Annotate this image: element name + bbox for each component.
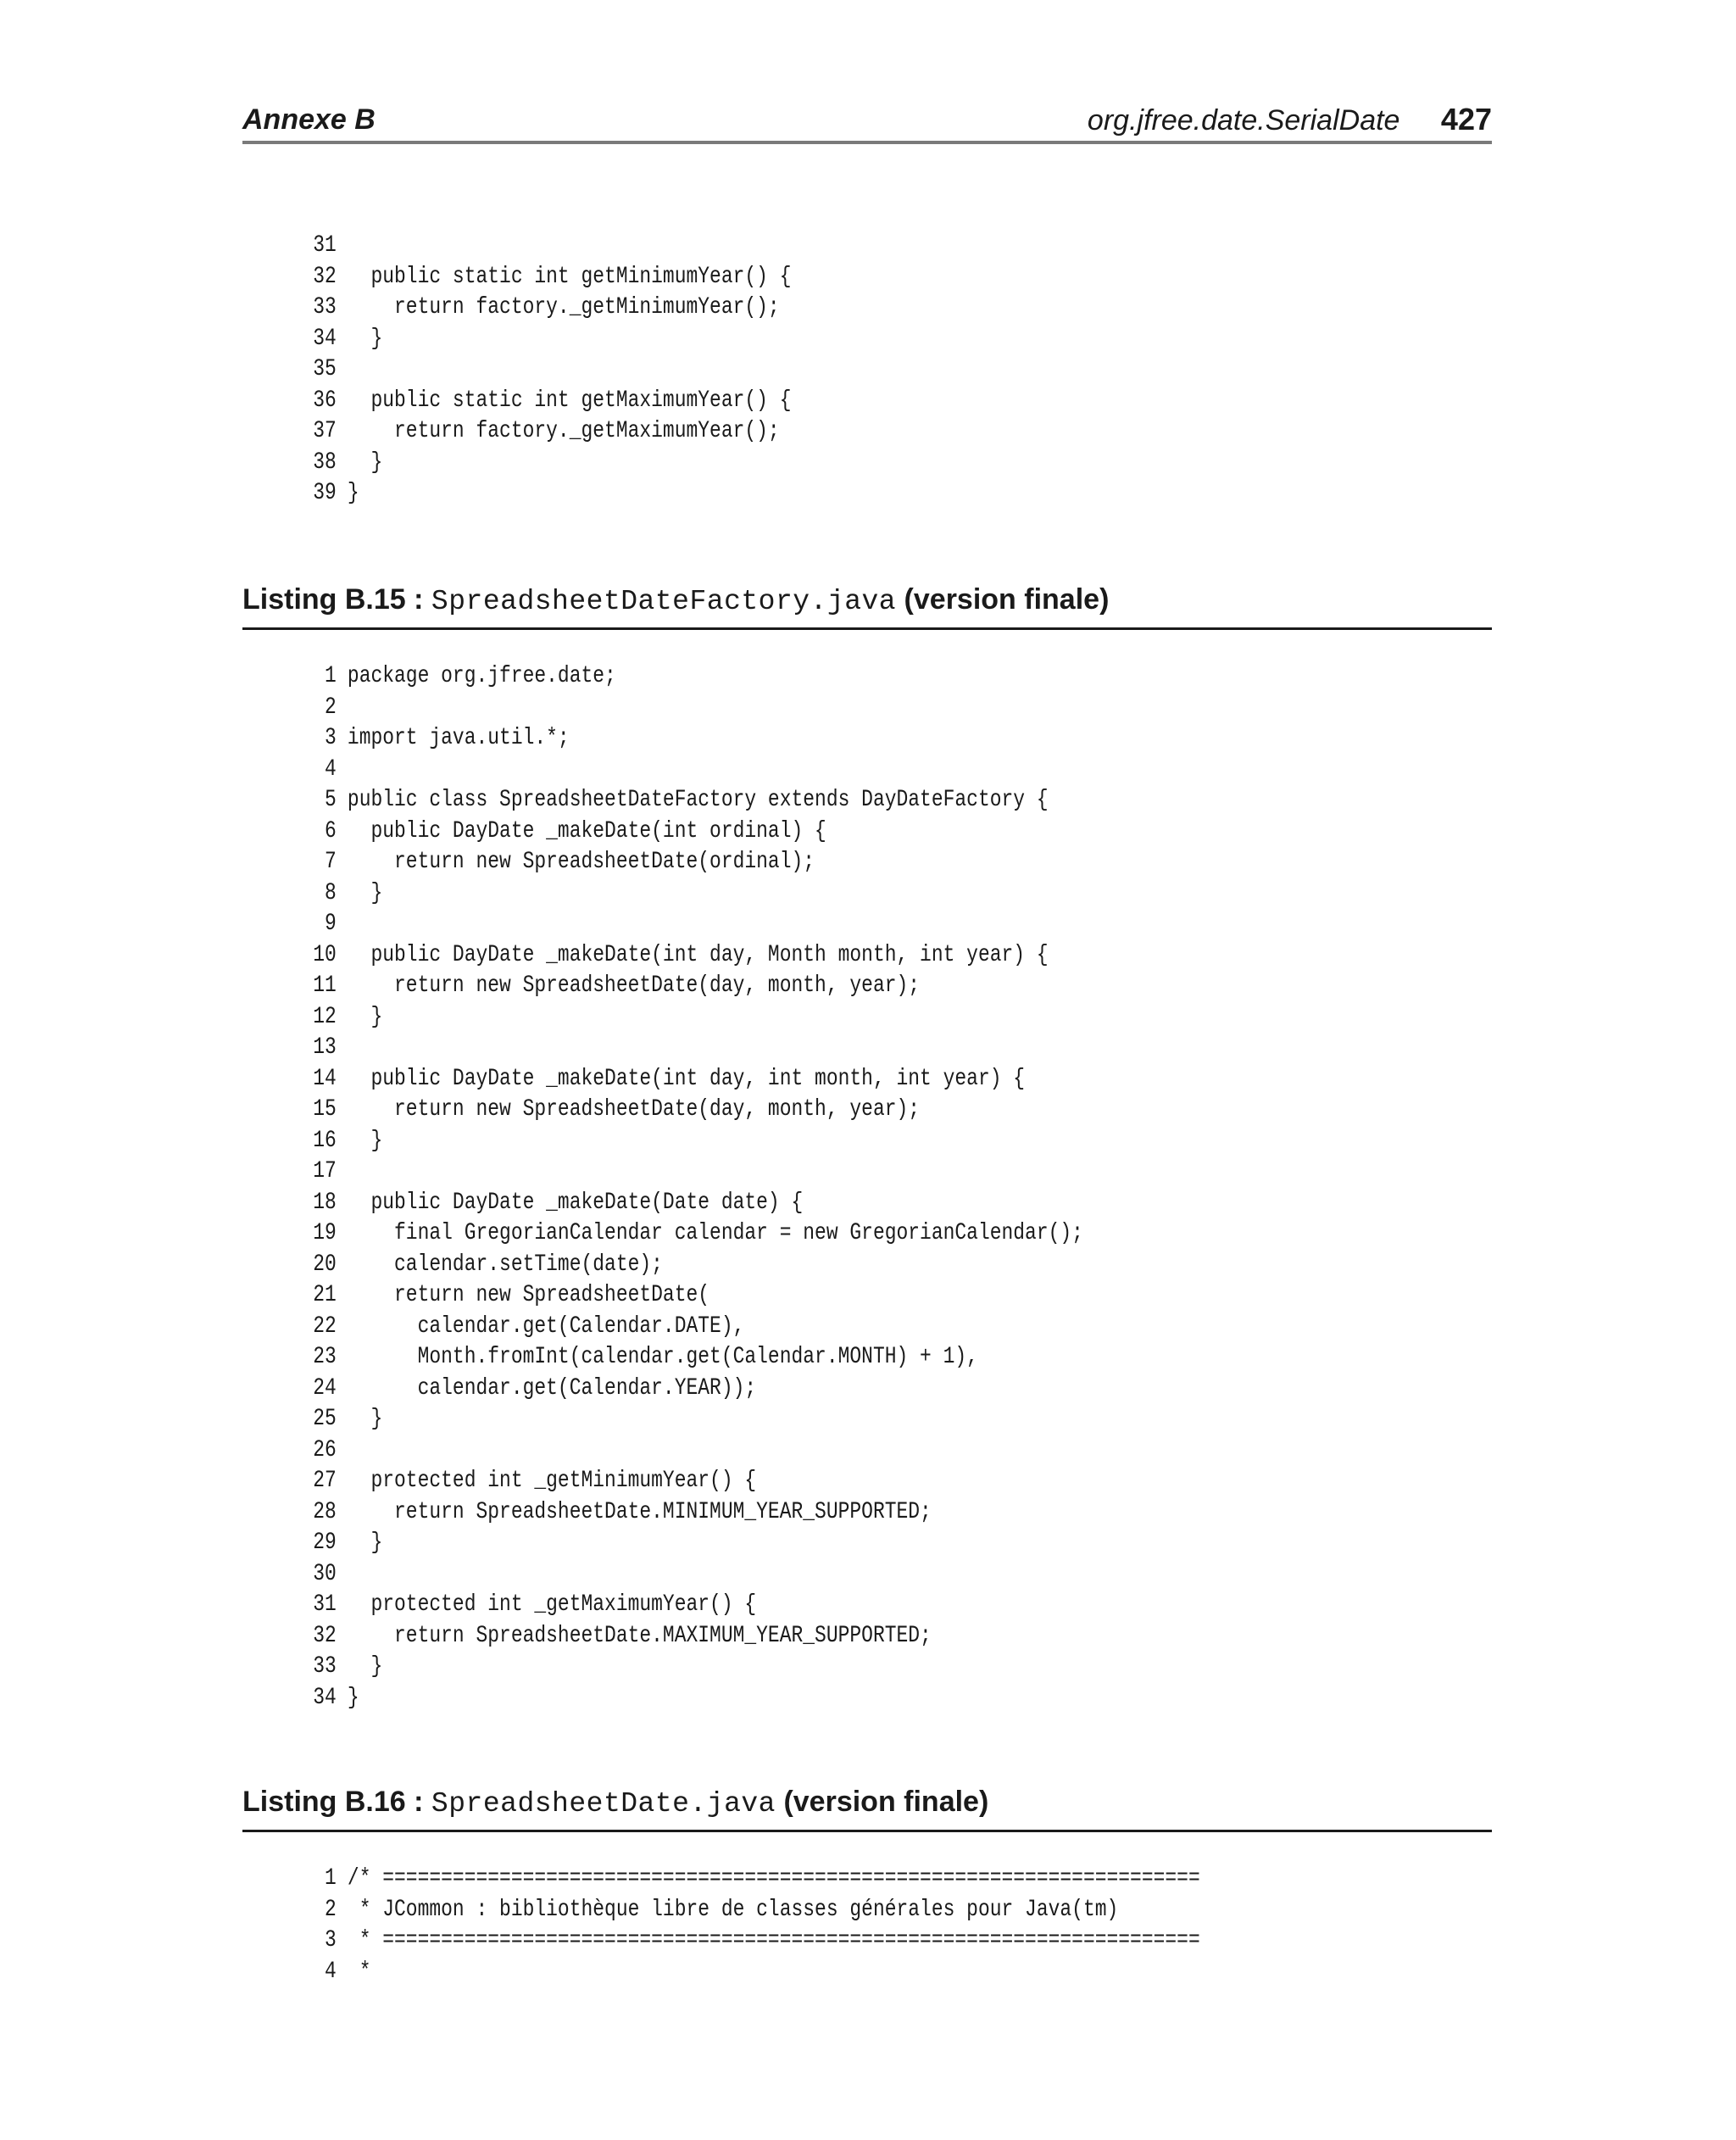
code-line (309, 940, 1282, 972)
code-text: public static int getMinimumYear() { (347, 263, 792, 290)
line-number: 18 (313, 1189, 337, 1216)
code-line (309, 386, 1282, 417)
code-line (309, 1312, 1282, 1343)
line-number: 8 (325, 879, 337, 906)
code-line (309, 1374, 1282, 1405)
line-number: 25 (313, 1406, 337, 1432)
line-number: 32 (313, 1622, 337, 1649)
code-line (309, 1957, 1282, 1988)
code-text: } (347, 1127, 383, 1154)
code-listing-b14-end (309, 231, 1495, 510)
line-number: 24 (313, 1374, 337, 1402)
listing-b16-heading (242, 1786, 1492, 1832)
code-text: * JCommon : bibliothèque libre de classes générales pour Java(tm) (347, 1896, 1119, 1923)
code-text: } (347, 879, 383, 906)
code-listing-b15 (309, 661, 1495, 1714)
code-line (309, 1435, 1282, 1467)
line-number: 16 (313, 1127, 337, 1154)
code-text: import java.util.*; (347, 725, 570, 751)
code-line (309, 354, 1282, 386)
code-text: return SpreadsheetDate.MINIMUM_YEAR_SUPPORTED; (347, 1498, 932, 1525)
code-line (309, 1064, 1282, 1095)
code-line (309, 478, 1282, 510)
line-number: 15 (313, 1096, 337, 1123)
code-line (309, 262, 1282, 293)
code-line (309, 816, 1282, 848)
line-number: 27 (313, 1468, 337, 1494)
code-text: } (347, 325, 383, 352)
line-number: 3 (325, 1927, 337, 1953)
code-line (309, 1280, 1282, 1312)
code-line (309, 1621, 1282, 1652)
line-number: 33 (313, 1653, 337, 1680)
line-number: 32 (313, 263, 337, 290)
code-text: public DayDate _makeDate(Date date) { (347, 1189, 804, 1216)
chapter-label: Annexe B (242, 103, 376, 136)
line-number: 33 (313, 294, 337, 320)
code-line (309, 416, 1282, 448)
code-line (309, 231, 1282, 262)
line-number: 34 (313, 325, 337, 352)
code-line (309, 1404, 1282, 1435)
line-number: 21 (313, 1282, 337, 1308)
running-head (242, 100, 1492, 144)
code-text: } (347, 1653, 383, 1680)
line-number: 6 (325, 817, 337, 844)
code-text: /* ====================================================================== (347, 1865, 1200, 1892)
line-number: 31 (313, 232, 337, 259)
line-number: 35 (313, 356, 337, 382)
code-line (309, 1126, 1282, 1157)
code-line (309, 693, 1282, 724)
code-text: return factory._getMaximumYear(); (347, 418, 780, 444)
code-text: } (347, 1406, 383, 1432)
line-number: 2 (325, 694, 337, 721)
code-line (309, 971, 1282, 1002)
line-number: 4 (325, 1958, 337, 1985)
code-text: public DayDate _makeDate(int ordinal) { (347, 817, 826, 844)
line-number: 23 (313, 1344, 337, 1370)
code-text: package org.jfree.date; (347, 663, 616, 689)
code-line (309, 1683, 1282, 1714)
line-number: 9 (325, 911, 337, 937)
code-text: protected int _getMaximumYear() { (347, 1591, 757, 1618)
code-text: calendar.get(Calendar.DATE), (347, 1312, 745, 1340)
code-text: return new SpreadsheetDate(ordinal); (347, 849, 815, 875)
line-number: 36 (313, 387, 337, 414)
code-line (309, 878, 1282, 910)
code-text: final GregorianCalendar calendar = new GregorianCalendar(); (347, 1220, 1083, 1246)
code-text: * (347, 1958, 371, 1985)
code-line (309, 1590, 1282, 1621)
code-line (309, 1895, 1282, 1926)
code-line (309, 755, 1282, 786)
line-number: 38 (313, 449, 337, 476)
code-line (309, 1559, 1282, 1591)
line-number: 19 (313, 1220, 337, 1246)
listing-suffix: (version finale) (776, 1786, 989, 1818)
code-text: } (347, 1530, 383, 1556)
line-number: 2 (325, 1896, 337, 1923)
code-text: * ====================================================================== (347, 1927, 1200, 1953)
listing-b15-heading (242, 583, 1492, 630)
running-head-right (1088, 102, 1492, 137)
code-line (309, 448, 1282, 479)
line-number: 26 (313, 1436, 337, 1463)
code-text: public DayDate _makeDate(int day, int month, int year) { (347, 1065, 1026, 1092)
running-head-title: org.jfree.date.SerialDate (1087, 104, 1400, 137)
code-line (309, 1095, 1282, 1126)
code-text: Month.fromInt(calendar.get(Calendar.MONTH) + 1), (347, 1344, 978, 1370)
code-line (309, 1466, 1282, 1497)
code-line (309, 1250, 1282, 1281)
code-line (309, 1528, 1282, 1559)
line-number: 14 (313, 1065, 337, 1092)
code-line (309, 1864, 1282, 1895)
code-line (309, 1002, 1282, 1034)
code-text: calendar.get(Calendar.YEAR)); (347, 1374, 757, 1402)
code-text: return new SpreadsheetDate( (347, 1282, 710, 1308)
line-number: 20 (313, 1251, 337, 1278)
listing-filename: SpreadsheetDateFactory.java (431, 586, 897, 617)
code-text: } (347, 449, 383, 476)
code-text: calendar.setTime(date); (347, 1251, 663, 1278)
listing-label: Listing B.15 : (242, 583, 431, 616)
line-number: 29 (313, 1530, 337, 1556)
code-listing-b16 (309, 1864, 1495, 1987)
listing-label: Listing B.16 : (242, 1786, 431, 1818)
code-text: return new SpreadsheetDate(day, month, year); (347, 972, 921, 999)
line-number: 28 (313, 1498, 337, 1525)
code-text: } (347, 1003, 383, 1030)
code-line (309, 293, 1282, 324)
code-text: return factory._getMinimumYear(); (347, 294, 780, 320)
line-number: 1 (325, 663, 337, 689)
code-text: } (347, 480, 359, 506)
code-line (309, 909, 1282, 940)
line-number: 17 (313, 1158, 337, 1184)
code-text: public class SpreadsheetDateFactory extends DayDateFactory { (347, 787, 1049, 813)
code-text: public static int getMaximumYear() { (347, 387, 792, 414)
code-line (309, 1188, 1282, 1219)
line-number: 1 (325, 1865, 337, 1892)
line-number: 10 (313, 941, 337, 968)
code-text: protected int _getMinimumYear() { (347, 1468, 757, 1494)
code-text: } (347, 1684, 359, 1711)
code-text: return new SpreadsheetDate(day, month, year); (347, 1096, 921, 1123)
line-number: 11 (313, 972, 337, 999)
code-line (309, 1218, 1282, 1250)
line-number: 37 (313, 418, 337, 444)
line-number: 4 (325, 755, 337, 783)
code-line (309, 1033, 1282, 1064)
line-number: 12 (313, 1003, 337, 1030)
code-line (309, 1497, 1282, 1529)
code-line (309, 723, 1282, 755)
listing-suffix: (version finale) (896, 583, 1110, 616)
code-text: return SpreadsheetDate.MAXIMUM_YEAR_SUPPORTED; (347, 1622, 932, 1649)
line-number: 31 (313, 1591, 337, 1618)
code-line (309, 1652, 1282, 1683)
code-line (309, 1925, 1282, 1957)
line-number: 5 (325, 787, 337, 813)
line-number: 13 (313, 1034, 337, 1061)
line-number: 3 (325, 725, 337, 751)
line-number: 39 (313, 480, 337, 506)
line-number: 34 (313, 1684, 337, 1711)
code-line (309, 1342, 1282, 1374)
listing-filename: SpreadsheetDate.java (431, 1788, 776, 1820)
code-line (309, 847, 1282, 878)
page-number: 427 (1440, 102, 1492, 137)
code-line (309, 661, 1282, 693)
line-number: 22 (313, 1312, 337, 1340)
code-line (309, 785, 1282, 816)
line-number: 7 (325, 849, 337, 875)
code-line (309, 324, 1282, 355)
line-number: 30 (313, 1560, 337, 1587)
code-line (309, 1156, 1282, 1188)
code-text: public DayDate _makeDate(int day, Month month, int year) { (347, 941, 1049, 968)
